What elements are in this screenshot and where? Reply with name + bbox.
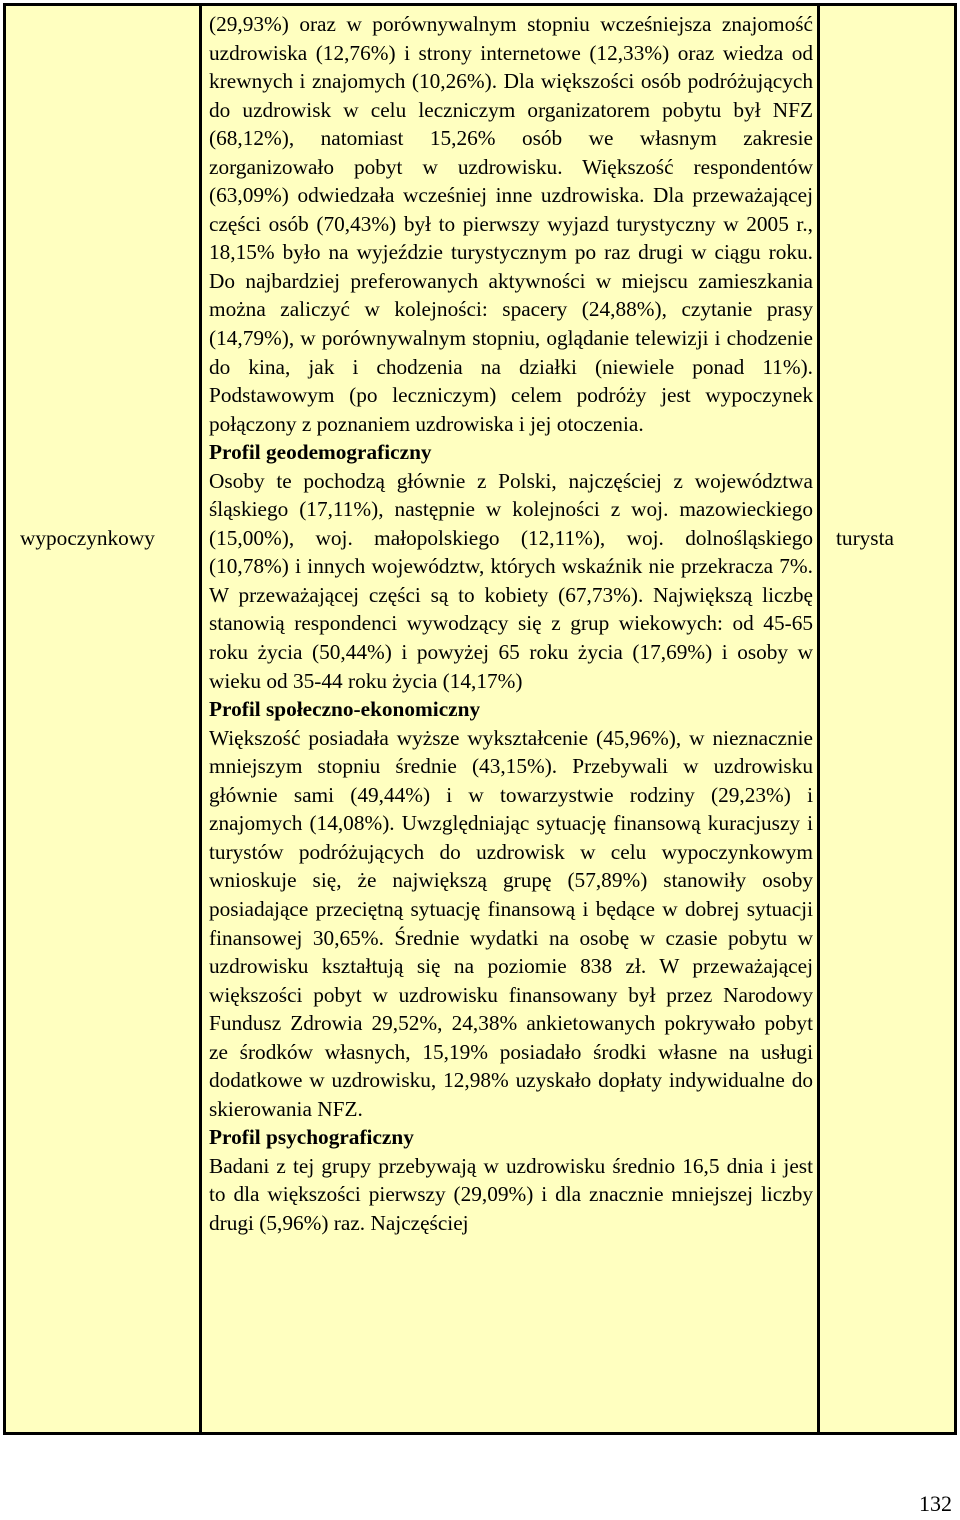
- section-heading-geodemographic: Profil geodemograficzny: [209, 440, 432, 465]
- profile-table: [4, 4, 956, 1434]
- description-cell: [202, 6, 817, 1432]
- section-heading-psychographic: Profil psychograficzny: [209, 1125, 414, 1150]
- description-text: [202, 6, 817, 1238]
- type-label: turysta: [836, 526, 894, 550]
- section-body-psychographic: Badani z tej grupy przebywają w uzdrowisku średnio 16,5 dnia i jest to dla większości pierwszy (29,09%) i dla znacznie mniejszej liczby drugi (5,96%) raz. Najczęściej: [209, 1153, 813, 1235]
- left-column-cell: [6, 6, 199, 1432]
- section-body-socioeconomic: Większość posiadała wyższe wykształcenie (45,96%), w nieznacznie mniejszym stopniu średnie (43,15%). Przebywali w uzdrowisku głównie sami (49,44%) i w towarzystwie rodziny (29,23%) i znajomych (14,08%). Uwzględniając sytuację finansową kuracjuszy i turystów podróżujących do uzdrowisk w celu wypoczynkowym wnioskuje się, że największą grupę (57,89%) stanowiły osoby posiadające przeciętną sytuację finansową i będące w dobrej sytuacji finansowej 30,65%. Średnie wydatki na osobę w czasie pobytu w uzdrowisku kształtują się na poziomie 838 zł. W przeważającej większości pobyt w uzdrowisku finansowany był przez Narodowy Fundusz Zdrowia 29,52%, 24,38% ankietowanych pokrywało pobyt ze środków własnych, 15,19% posiadało środki własne na usługi dodatkowe w uzdrowisku, 12,98% uzyskało dopłaty indywidualne do skierowania NFZ.: [209, 725, 813, 1121]
- page-number: 132: [919, 1491, 952, 1516]
- right-column-cell: [820, 6, 954, 1432]
- section-body-geodemographic: Osoby te pochodzą głównie z Polski, najczęściej z województwa śląskiego (17,11%), następnie w kolejności z woj. mazowieckiego (15,00%), woj. małopolskiego (12,11%), woj. dolnośląskiego (10,78%) i innych województw, których wskaźnik nie przekracza 7%. W przeważającej części są to kobiety (67,73%). Największą liczbę stanowią respondenci wywodzący się z grup wiekowych: od 45-65 roku życia (50,44%) i powyżej 65 roku życia (17,69%) i osoby w wieku od 35-44 roku życia (14,17%): [209, 468, 813, 693]
- segment-label: wypoczynkowy: [20, 526, 155, 550]
- section-heading-socioeconomic: Profil społeczno-ekonomiczny: [209, 697, 481, 722]
- intro-paragraph: (29,93%) oraz w porównywalnym stopniu wcześniejsza znajomość uzdrowiska (12,76%) i strony internetowe (12,33%) oraz wiedza od krewnych i znajomych (10,26%). Dla większości osób podróżujących do uzdrowisk w celu leczniczym organizatorem pobytu był NFZ (68,12%), natomiast 15,26% osób we własnym zakresie zorganizowało pobyt w uzdrowisku. Większość respondentów (63,09%) odwiedzała wcześniej inne uzdrowiska. Dla przeważającej części osób (70,43%) był to pierwszy wyjazd turystyczny w 2005 r., 18,15% było na wyjeździe turystycznym po raz drugi w ciągu roku. Do najbardziej preferowanych aktywności w miejscu zamieszkania można zaliczyć w kolejności: spacery (24,88%), czytanie prasy (14,79%), w porównywalnym stopniu, oglądanie telewizji i chodzenie do kina, jak i chodzenia na działki (niewiele ponad 11%). Podstawowym (po leczniczym) celem podróży jest wypoczynek połączony z poznaniem uzdrowiska i jej otoczenia.: [209, 12, 813, 436]
